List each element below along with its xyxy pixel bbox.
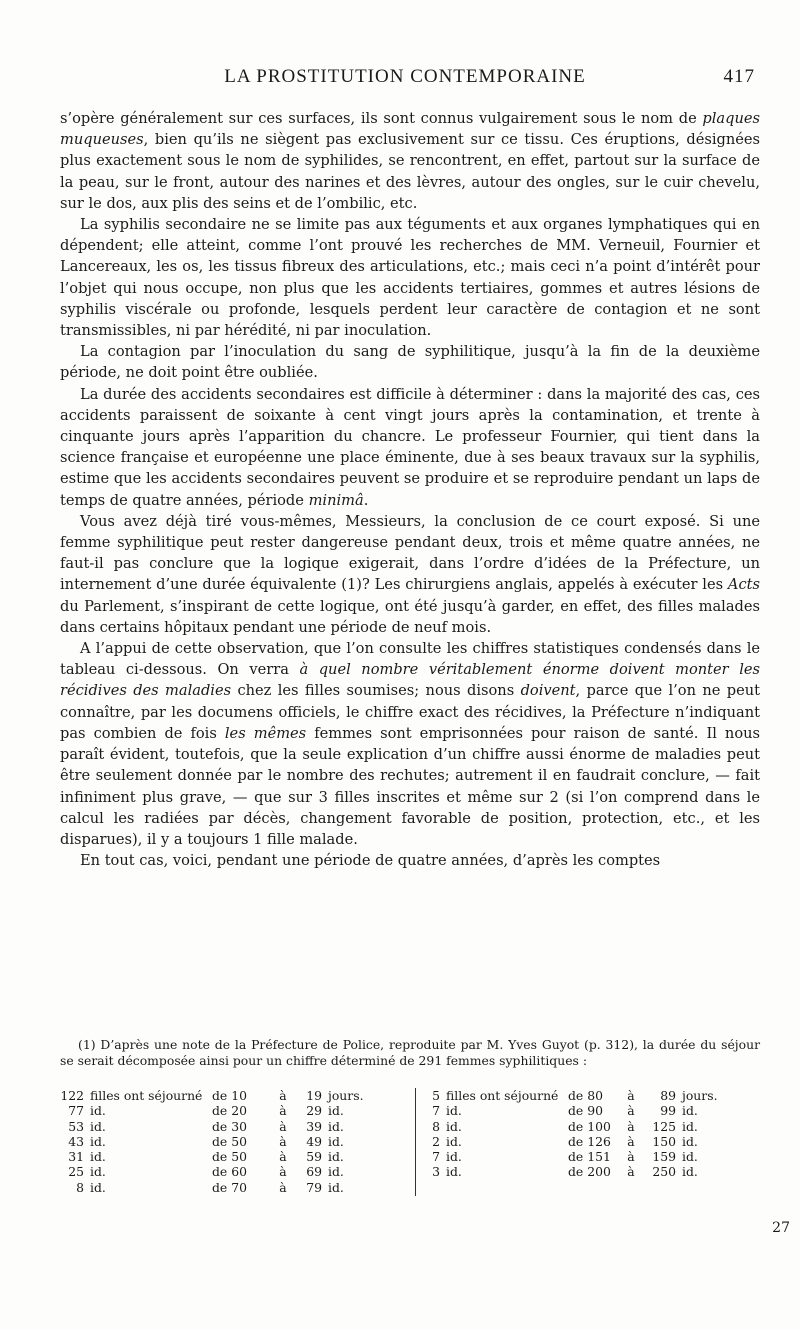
italic-text: à quel nombre véritablement énorme doivent monter les récidives des maladies — [60, 661, 760, 700]
paragraph — [60, 511, 760, 638]
table-right-column — [415, 1088, 771, 1196]
cell-who: filles ont séjourné — [90, 1088, 203, 1103]
text-run: A l’appui de cette observation, que l’on consulte les chiffres statistiques condensés dans le tableau ci-dessous. On verra — [60, 640, 760, 679]
cell-who: filles ont séjourné — [446, 1088, 559, 1103]
cell-to: 250 — [652, 1164, 676, 1180]
cell-from: de 70 — [212, 1179, 247, 1195]
cell-count: 25 — [68, 1164, 84, 1180]
cell-a: à — [279, 1179, 287, 1195]
text-run: s’opère généralement sur ces surfaces, ils sont connus vulgairement sous le nom de — [60, 110, 703, 127]
italic-text: minimâ — [308, 491, 364, 509]
paragraph — [60, 638, 760, 850]
text-run: . — [363, 491, 369, 509]
table-row — [60, 1119, 395, 1134]
running-title: LA PROSTITUTION CONTEMPORAINE — [224, 66, 586, 87]
paragraph — [60, 214, 760, 341]
cell-who: id. — [90, 1164, 106, 1180]
cell-a: à — [279, 1149, 287, 1165]
cell-unit: id. — [328, 1118, 344, 1134]
cell-unit: id. — [682, 1149, 698, 1165]
cell-to: 39 — [306, 1118, 322, 1134]
cell-unit: jours. — [682, 1088, 718, 1103]
table-row — [426, 1088, 771, 1103]
cell-count: 53 — [68, 1118, 84, 1134]
table-row — [426, 1119, 771, 1134]
footnote-text: (1) D’après une note de la Préfecture de Police, reproduite par M. Yves Guyot (p. 312), la durée du séjour se serait décomposée ainsi pour un chiffre déterminé de 291 femmes syphilitiques : — [60, 1037, 760, 1068]
cell-a: à — [627, 1088, 635, 1103]
running-header — [55, 66, 755, 90]
text-run: Vous avez déjà tiré vous-mêmes, Messieurs, la conclusion de ce court exposé. Si une femme syphilitique peut rester dangereuse pendant deux, trois et même quatre années, ne faut-il pas conclure que la logique exigerait, dans l’ordre d’idées de la Préfecture, un internement d’une durée équivalente (1)? Les chirurgiens anglais, appelés à exécuter les — [60, 512, 760, 594]
cell-from: de 126 — [568, 1133, 611, 1149]
page-number: 417 — [723, 66, 755, 87]
cell-count: 31 — [68, 1149, 84, 1165]
cell-who: id. — [90, 1133, 106, 1149]
cell-to: 89 — [660, 1088, 676, 1103]
cell-unit: id. — [328, 1133, 344, 1149]
cell-who: id. — [90, 1103, 106, 1119]
cell-from: de 50 — [212, 1133, 247, 1149]
text-run: , parce que l’on ne peut connaître, par les documens officiels, le chiffre exact des récidives, la Préfecture n’indiquant pas combien de fois — [60, 682, 760, 742]
cell-a: à — [627, 1103, 635, 1119]
cell-to: 69 — [306, 1164, 322, 1180]
italic-text: plaques muqueuses — [60, 110, 760, 149]
cell-who: id. — [446, 1118, 462, 1134]
cell-unit: id. — [682, 1164, 698, 1180]
cell-from: de 151 — [568, 1149, 611, 1165]
cell-to: 19 — [306, 1088, 322, 1103]
text-run: , bien qu’ils ne siègent pas exclusivement sur ce tissu. Ces éruptions, désignées plus exactement sous le nom de syphilides, se rencontrent, en effet, partout sur la surface de la peau, sur le front, autour des narines et des lèvres, autour des ongles, sur le cuir chevelu, sur le dos, aux plis des seins et de l’ombilic, etc. — [60, 131, 760, 212]
table-row — [60, 1103, 395, 1118]
table-row — [60, 1164, 395, 1179]
italic-text: Acts — [727, 576, 760, 594]
table-row — [426, 1149, 771, 1164]
cell-unit: id. — [682, 1133, 698, 1149]
cell-count: 122 — [60, 1088, 84, 1103]
cell-from: de 90 — [568, 1103, 603, 1119]
cell-to: 29 — [306, 1103, 322, 1119]
cell-count: 77 — [68, 1103, 84, 1119]
cell-count: 5 — [432, 1088, 440, 1103]
cell-count: 8 — [432, 1118, 440, 1134]
text-run: La syphilis secondaire ne se limite pas aux téguments et aux organes lymphatiques qui en dépendent; elle atteint, comme l’ont prouvé les recherches de MM. Verneuil, Fournier et Lancereaux, les os, les tissus fibreux des articulations, etc.; mais ceci n’a point d’intérêt pour l’objet qui nous occupe, non plus que les accidents tertiaires, gommes et autres lésions de syphilis viscérale ou profonde, lesquels perdent leur caractère de contagion et ne sont transmissibles, ni par hérédité, ni par inoculation. — [60, 216, 760, 340]
text-run: En tout cas, voici, pendant une période de quatre années, d’après les comptes — [80, 852, 661, 870]
cell-a: à — [279, 1118, 287, 1134]
cell-to: 99 — [660, 1103, 676, 1119]
cell-from: de 200 — [568, 1164, 611, 1180]
table-left-column — [60, 1088, 395, 1195]
cell-count: 43 — [68, 1133, 84, 1149]
cell-to: 79 — [306, 1179, 322, 1195]
cell-unit: id. — [328, 1149, 344, 1165]
cell-from: de 100 — [568, 1118, 611, 1134]
signature-mark: 27 — [772, 1220, 790, 1236]
cell-a: à — [279, 1133, 287, 1149]
cell-who: id. — [90, 1118, 106, 1134]
cell-who: id. — [90, 1179, 106, 1195]
table-row — [426, 1134, 771, 1149]
cell-a: à — [627, 1118, 635, 1134]
page — [30, 0, 790, 1330]
table-row — [60, 1088, 395, 1103]
body-text — [60, 108, 760, 871]
cell-a: à — [627, 1133, 635, 1149]
cell-from: de 10 — [212, 1088, 247, 1103]
cell-from: de 60 — [212, 1164, 247, 1180]
cell-from: de 30 — [212, 1118, 247, 1134]
cell-a: à — [279, 1088, 287, 1103]
italic-text: doivent — [520, 682, 576, 700]
cell-unit: id. — [328, 1179, 344, 1195]
table-row — [60, 1134, 395, 1149]
cell-unit: id. — [328, 1164, 344, 1180]
cell-to: 150 — [652, 1133, 676, 1149]
text-run: chez les filles soumises; nous disons — [231, 682, 521, 700]
italic-text: les mêmes — [224, 724, 307, 742]
cell-a: à — [279, 1164, 287, 1180]
paragraph — [60, 108, 760, 214]
cell-from: de 20 — [212, 1103, 247, 1119]
text-run: du Parlement, s’inspirant de cette logique, ont été jusqu’à garder, en effet, des filles malades dans certains hôpitaux pendant une période de neuf mois. — [60, 597, 760, 636]
paragraph — [60, 850, 760, 871]
cell-count: 7 — [432, 1149, 440, 1165]
table-row — [60, 1149, 395, 1164]
cell-to: 49 — [306, 1133, 322, 1149]
text-run: femmes sont emprisonnées pour raison de santé. Il nous paraît évident, toutefois, que la seule explication d’un chiffre aussi énorme de maladies peut être seulement donnée par le nombre des rechutes; autrement il en faudrait conclure, — fait infiniment plus grave, — que sur 3 filles inscrites et même sur 2 (si l’on comprend dans le calcul les radiées par décès, changement favorable de position, protection, etc., et les disparues), il y a toujours 1 fille malade. — [60, 724, 760, 848]
cell-who: id. — [446, 1103, 462, 1119]
cell-to: 59 — [306, 1149, 322, 1165]
table-row — [426, 1164, 771, 1179]
cell-who: id. — [446, 1149, 462, 1165]
paragraph — [60, 341, 760, 383]
cell-unit: id. — [682, 1103, 698, 1119]
cell-count: 2 — [432, 1133, 440, 1149]
cell-unit: jours. — [328, 1088, 364, 1103]
cell-to: 159 — [652, 1149, 676, 1165]
cell-unit: id. — [328, 1103, 344, 1119]
paragraph — [60, 384, 760, 511]
cell-unit: id. — [682, 1118, 698, 1134]
text-run: La contagion par l’inoculation du sang de syphilitique, jusqu’à la fin de la deuxième période, ne doit point être oubliée. — [60, 343, 760, 382]
cell-a: à — [279, 1103, 287, 1119]
cell-who: id. — [90, 1149, 106, 1165]
cell-count: 3 — [432, 1164, 440, 1180]
cell-from: de 50 — [212, 1149, 247, 1165]
table-row — [60, 1180, 395, 1195]
cell-who: id. — [446, 1133, 462, 1149]
table-row — [426, 1103, 771, 1118]
cell-from: de 80 — [568, 1088, 603, 1103]
footnote — [60, 1037, 760, 1068]
cell-who: id. — [446, 1164, 462, 1180]
cell-count: 8 — [76, 1179, 84, 1195]
cell-a: à — [627, 1164, 635, 1180]
cell-count: 7 — [432, 1103, 440, 1119]
cell-a: à — [627, 1149, 635, 1165]
text-run: La durée des accidents secondaires est difficile à déterminer : dans la majorité des cas, ces accidents paraissent de soixante à cent vingt jours après la contamination, et trente à cinquante jours après l’apparition du chancre. Le professeur Fournier, qui tient dans la science française et européenne une place éminente, due à ses beaux travaux sur la syphilis, estime que les accidents secondaires peuvent se produire et se reproduire pendant un laps de temps de quatre années, période — [60, 385, 760, 509]
cell-to: 125 — [652, 1118, 676, 1134]
